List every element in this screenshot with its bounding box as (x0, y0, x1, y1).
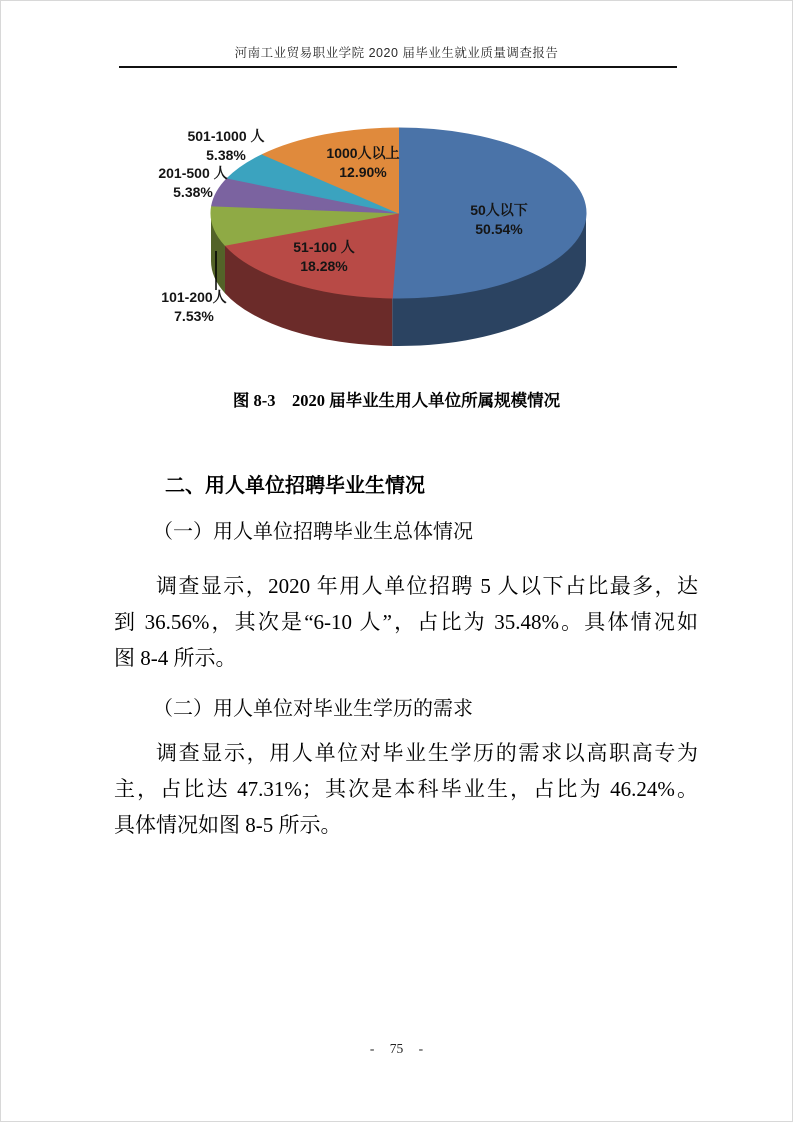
page-header-title: 河南工业贸易职业学院 2020 届毕业生就业质量调查报告 (234, 46, 559, 60)
paragraph-line: 主，占比达 47.31%；其次是本科毕业生，占比为 46.24%。 (114, 777, 698, 801)
paragraph-line: 调查显示，用人单位对毕业生学历的需求以高职高专为 (156, 741, 698, 765)
pie-label-text: 501-1000 人 (187, 128, 265, 144)
pie-label-1000-plus (326, 144, 399, 182)
pie-label-50-under (470, 201, 528, 239)
section-heading: 二、用人单位招聘毕业生情况 (165, 475, 425, 497)
pie-label-pct: 5.38% (206, 147, 246, 163)
pie-label-text: 101-200人 (161, 289, 227, 305)
subsection-1-heading: （一）用人单位招聘毕业生总体情况 (153, 521, 473, 543)
pie-label-101-200 (161, 288, 226, 326)
pie-chart-figure (1, 1, 793, 431)
pie-label-51-100 (293, 238, 354, 276)
paragraph-line: 到 36.56%，其次是“6-10 人”，占比为 35.48%。具体情况如 (114, 610, 698, 634)
pie-chart-3d-icon (1, 1, 793, 431)
paragraph-1 (114, 568, 698, 676)
pie-label-pct: 12.90% (339, 164, 387, 180)
pie-label-text: 50人以下 (470, 202, 528, 218)
pie-label-pct: 18.28% (300, 258, 348, 274)
page-number: - 75 - (369, 1041, 424, 1056)
pie-label-pct: 7.53% (174, 308, 214, 324)
paragraph-line: 具体情况如图 8-5 所示。 (114, 813, 342, 837)
pie-label-text: 1000人以上 (326, 145, 400, 161)
paragraph-line: 调查显示，2020 年用人单位招聘 5 人以下占比最多，达 (156, 574, 698, 598)
pie-label-text: 51-100 人 (293, 239, 355, 255)
pie-label-pct: 5.38% (173, 184, 213, 200)
pie-label-text: 201-500 人 (158, 165, 228, 181)
figure-caption: 图 8-3 2020 届毕业生用人单位所属规模情况 (232, 391, 561, 410)
pie-label-501-1000 (187, 127, 264, 165)
subsection-2-heading: （二）用人单位对毕业生学历的需求 (153, 698, 473, 720)
pie-label-pct: 50.54% (475, 221, 523, 237)
paragraph-line: 图 8-4 所示。 (114, 646, 237, 670)
paragraph-2 (114, 735, 698, 843)
pie-label-201-500 (158, 164, 227, 202)
